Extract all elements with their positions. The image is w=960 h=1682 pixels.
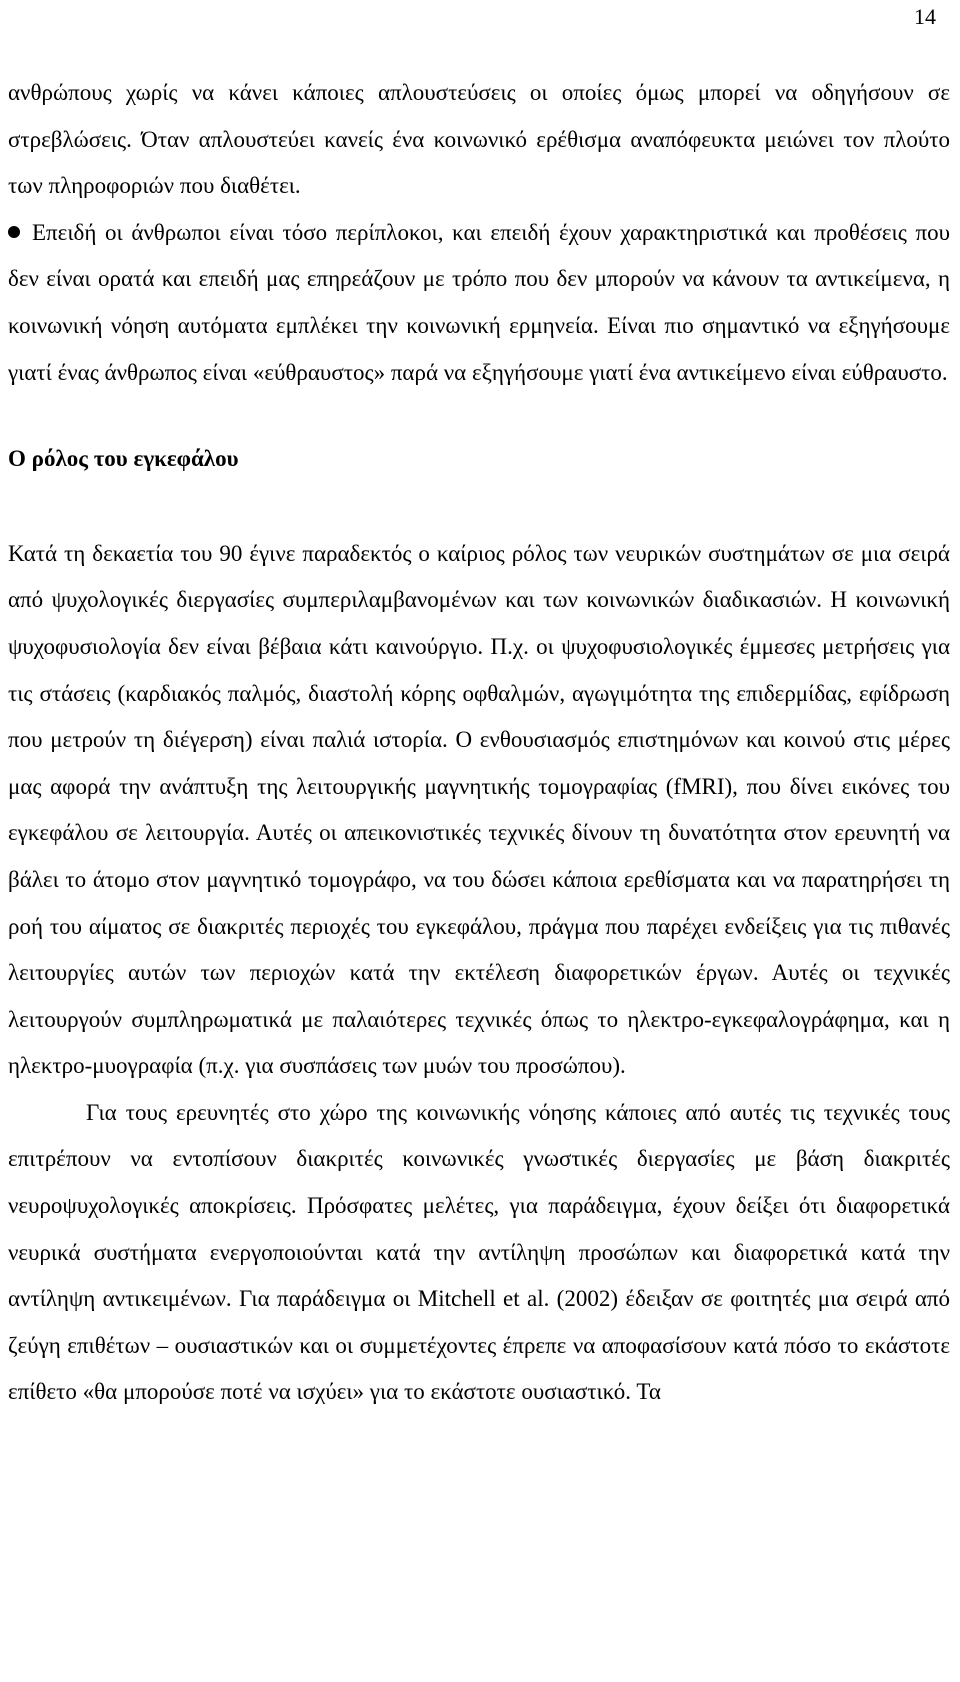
paragraph-social-cognition: Για τους ερευνητές στο χώρο της κοινωνικής νόησης κάποιες από αυτές τις τεχνικές τους επιτρέπουν να εντοπίσουν διακριτές κοινωνικές γνωστικές διεργασίες με βάση διακριτές νευροψυχολογικές αποκρίσεις. Πρόσφατες μελέτες, για παράδειγμα, έχουν δείξει ότι διαφορετικά νευρικά συστήματα ενεργοποιούνται κατά την αντίληψη προσώπων και διαφορετικά κατά την αντίληψη αντικειμένων. Για παράδειγμα οι Mitchell et al. (2002) έδειξαν σε φοιτητές μια σειρά από ζεύγη επιθέτων – ουσιαστικών και οι συμμετέχοντες έπρεπε να αποφασίσουν κατά πόσο το εκάστοτε επίθετο «θα μπορούσε ποτέ να ισχύει» για το εκάστοτε ουσιαστικό. Τα (8, 1099, 950, 1405)
paragraph-brain-role: Κατά τη δεκαετία του 90 έγινε παραδεκτός ο καίριος ρόλος των νευρικών συστημάτων σε μια σειρά από ψυχολογικές διεργασίες συμπεριλαμβανομένων και των κοινωνικών διαδικασιών. Η κοινωνική ψυχοφυσιολογία δεν είναι βέβαια κάτι καινούργιο. Π.χ. οι ψυχοφυσιολογικές έμμεσες μετρήσεις για τις στάσεις (καρδιακός παλμός, διαστολή κόρης οφθαλμών, αγωγιμότητα της επιδερμίδας, εφίδρωση που μετρούν τη διέγερση) είναι παλιά ιστορία. Ο ενθουσιασμός επιστημόνων και κοινού στις μέρες μας αφορά την ανάπτυξη της λειτουργικής μαγνητικής τομογραφίας (fMRI), που δίνει εικόνες του εγκεφάλου σε λειτουργία. Αυτές οι απεικονιστικές τεχνικές δίνουν τη δυνατότητα στον ερευνητή να βάλει το άτομο στον μαγνητικό τομογράφο, να του δώσει κάποια ερεθίσματα και να παρατηρήσει τη ροή του αίματος σε διακριτές περιοχές του εγκεφάλου, πράγμα που παρέχει ενδείξεις για τις πιθανές λειτουργίες αυτών των περιοχών κατά την εκτέλεση διαφορετικών έργων. Αυτές οι τεχνικές λειτουργούν συμπληρωματικά με παλαιότερες τεχνικές όπως το ηλεκτρο-εγκεφαλογράφημα, και η ηλεκτρο-μυογραφία (π.χ. για συσπάσεις των μυών του προσώπου). (8, 540, 950, 1079)
paragraph-intro: ανθρώπους χωρίς να κάνει κάποιες απλουστεύσεις οι οποίες όμως μπορεί να οδηγήσουν σε στρεβλώσεις. Όταν απλουστεύει κανείς ένα κοινωνικό ερέθισμα αναπόφευκτα μειώνει τον πλούτο των πληροφοριών που διαθέτει. (8, 80, 950, 199)
bullet-dot-icon (8, 226, 20, 238)
bullet-text: Επειδή οι άνθρωποι είναι τόσο περίπλοκοι, και επειδή έχουν χαρακτηριστικά και προθέσεις που δεν είναι ορατά και επειδή μας επηρεάζουν με τρόπο που δεν μπορούν να κάνουν τα αντικείμενα, η κοινωνική νόηση αυτόματα εμπλέκει την κοινωνική ερμηνεία. Είναι πιο σημαντικό να εξηγήσουμε γιατί ένας άνθρωπος είναι «εύθραυστος» παρά να εξηγήσουμε γιατί ένα αντικείμενο είναι εύθραυστο. (8, 219, 950, 385)
bullet-paragraph (8, 210, 950, 396)
page-number: 14 (914, 4, 936, 29)
section-heading: Ο ρόλος του εγκεφάλου (8, 446, 239, 472)
section-gap (8, 483, 950, 531)
document-body (8, 70, 950, 1416)
